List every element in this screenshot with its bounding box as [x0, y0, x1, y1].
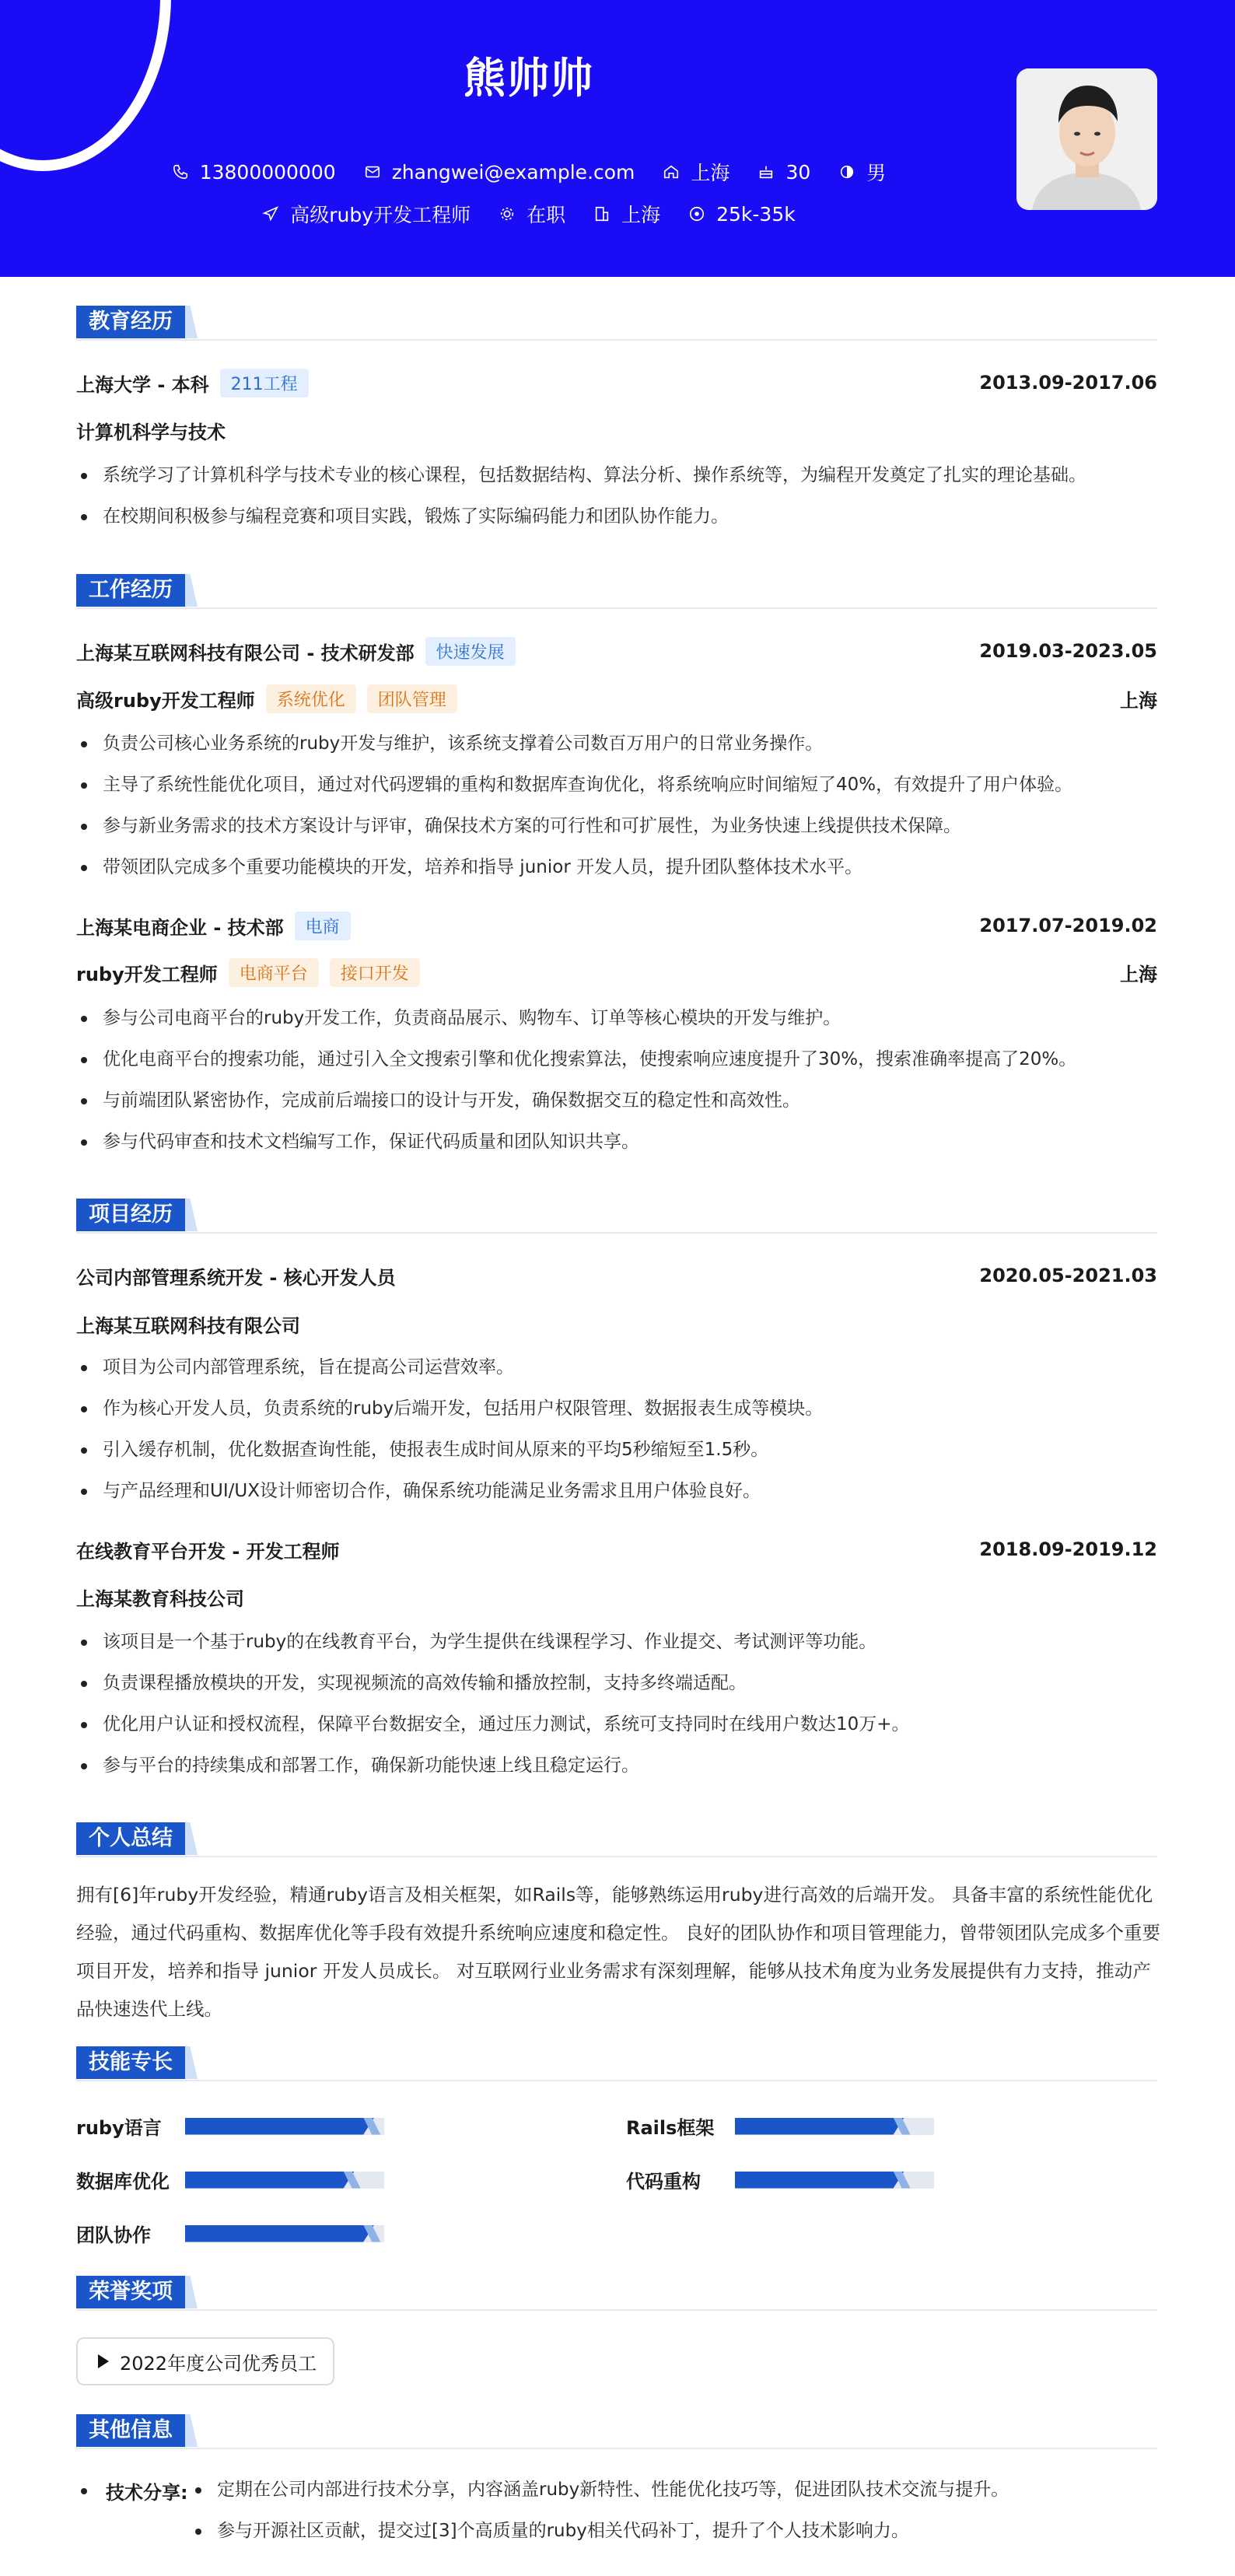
home-city-text: 上海: [691, 162, 730, 184]
list-item: 参与平台的持续集成和部署工作，确保新功能快速上线且稳定运行。: [76, 1745, 1157, 1787]
company-name: 上海某电商企业 - 技术部: [76, 916, 284, 939]
role-left: [76, 958, 420, 987]
job-row: [76, 635, 1157, 667]
school-name: 上海大学 - 本科: [76, 373, 209, 396]
awards-title: 荣誉奖项: [76, 2276, 185, 2308]
skill-fill: [735, 2172, 904, 2189]
list-item: 参与代码审查和技术文档编写工作，保证代码质量和团队知识共享。: [76, 1122, 1157, 1163]
list-item: 引入缓存机制，优化数据查询性能，使报表生成时间从原来的平均5秒缩短至1.5秒。: [76, 1430, 1157, 1471]
skill-name: ruby语言: [76, 2117, 162, 2139]
job-city: 上海: [1120, 689, 1157, 712]
gender-icon: [838, 163, 855, 180]
list-item: 项目为公司内部管理系统，旨在提高公司运营效率。: [76, 1347, 1157, 1388]
skill-bar: [735, 2172, 934, 2189]
education-title: 教育经历: [76, 306, 185, 338]
job-left: [76, 912, 351, 940]
summary-title: 个人总结: [76, 1822, 185, 1855]
work-city-text: 上海: [621, 204, 661, 226]
education-period: 2013.09-2017.06: [979, 372, 1157, 394]
role-tag: 电商平台: [229, 958, 319, 987]
project-name: 公司内部管理系统开发 - 核心开发人员: [76, 1266, 396, 1289]
candidate-name: 熊帅帅: [464, 54, 594, 103]
salary-text: 25k-35k: [716, 202, 796, 226]
list-item: 与产品经理和UI/UX设计师密切合作，确保系统功能满足业务需求且用户体验良好。: [76, 1471, 1157, 1512]
project-period: 2020.05-2021.03: [979, 1265, 1157, 1286]
role-tag: 系统优化: [266, 684, 356, 713]
list-item: 参与开源社区贡献，提交过[3]个高质量的ruby相关代码补丁，提升了个人技术影响力。: [191, 2511, 1163, 2552]
award-text: 2022年度公司优秀员工: [120, 2352, 317, 2375]
skill-name: Rails框架: [626, 2117, 715, 2139]
role-tag: 团队管理: [367, 684, 457, 713]
section-divider: [76, 2309, 1157, 2311]
phone-icon: [172, 163, 189, 180]
education-row: [76, 367, 1157, 398]
title-tail: [185, 1199, 198, 1231]
status-item: [499, 200, 565, 228]
role-row: [76, 683, 1157, 714]
role-name: 高级ruby开发工程师: [76, 689, 255, 712]
other-label: 技术分享:: [76, 2477, 188, 2504]
salary-item: [688, 203, 796, 226]
other-bullets: [191, 2469, 1163, 2552]
job-row: [76, 910, 1157, 941]
home-city-item: [663, 158, 729, 186]
job-left: [76, 637, 516, 666]
gear-icon: [499, 205, 516, 222]
title-tail: [185, 2046, 198, 2079]
skill-name: 数据库优化: [76, 2171, 170, 2193]
contact-row: [0, 158, 1058, 186]
project-row: [76, 1260, 1157, 1291]
summary-text: 拥有[6]年ruby开发经验，精通ruby语言及相关框架，如Rails等，能够熟练运用ruby进行高效的后端开发。 具备丰富的系统性能优化经验，通过代码重构、数据库优化等手段有效提升系统响应速度和稳定性。 良好的团队协作和项目管理能力，曾带领团队完成多个重要项目开发，培养和指导 junior 开发人员成长。 对互联网行业业务需求有深刻理解，能够从技术角度为业务发展提供有力支持，推动产品快速迭代上线。: [76, 1884, 1160, 2020]
education-section-title: [76, 306, 198, 338]
list-item: 优化电商平台的搜索功能，通过引入全文搜索引擎和优化搜索算法，使搜索响应速度提升了30%，搜索准确率提高了20%。: [76, 1039, 1157, 1080]
skill-fill: [185, 2225, 374, 2242]
section-divider: [76, 2448, 1157, 2449]
list-item: 定期在公司内部进行技术分享，内容涵盖ruby新特性、性能优化技巧等，促进团队技术交流与提升。: [191, 2469, 1163, 2511]
awards-section-title: [76, 2276, 198, 2308]
section-divider: [76, 607, 1157, 609]
skill-item: [626, 2112, 934, 2140]
list-item: 参与新业务需求的技术方案设计与评审，确保技术方案的可行性和可扩展性，为业务快速上线提供技术保障。: [76, 806, 1157, 847]
job-title-item: [262, 200, 471, 228]
skills-title: 技能专长: [76, 2046, 185, 2079]
resume-header: [0, 0, 1235, 277]
work-title: 工作经历: [76, 574, 185, 607]
skill-fill: [185, 2118, 374, 2135]
title-tail: [185, 306, 198, 338]
home-icon: [663, 163, 680, 180]
project-bullets: [76, 1622, 1157, 1787]
company-badge: 快速发展: [425, 637, 516, 666]
skill-item: [76, 2166, 384, 2193]
section-divider: [76, 339, 1157, 341]
phone-text: 13800000000: [199, 160, 336, 184]
email-text: zhangwei@example.com: [391, 160, 635, 184]
list-item: 在校期间积极参与编程竞赛和项目实践，锻炼了实际编码能力和团队协作能力。: [76, 496, 1157, 537]
role-tag: 接口开发: [330, 958, 420, 987]
project-period: 2018.09-2019.12: [979, 1538, 1157, 1560]
phone-item: [172, 161, 336, 184]
list-item: 优化用户认证和授权流程，保障平台数据安全，通过压力测试，系统可支持同时在线用户数达10万+。: [76, 1704, 1157, 1745]
job-city: 上海: [1120, 963, 1157, 985]
project-row: [76, 1534, 1157, 1565]
job-title-text: 高级ruby开发工程师: [290, 204, 471, 226]
list-item: 主导了系统性能优化项目，通过对代码逻辑的重构和数据库查询优化，将系统响应时间缩短了40%，有效提升了用户体验。: [76, 765, 1157, 806]
project-company: 上海某互联网科技有限公司: [76, 1315, 300, 1337]
education-badge: 211工程: [220, 369, 309, 397]
skill-bar: [185, 2225, 384, 2242]
role-row: [76, 957, 1157, 988]
age-text: 30: [785, 160, 811, 184]
list-item: 参与公司电商平台的ruby开发工作，负责商品展示、购物车、订单等核心模块的开发与维护。: [76, 998, 1157, 1039]
email-item: [364, 161, 635, 184]
project-bullets: [76, 1347, 1157, 1512]
avatar: [1016, 68, 1157, 210]
job-period: 2019.03-2023.05: [979, 640, 1157, 662]
job-bullets: [76, 723, 1157, 888]
mail-icon: [364, 163, 381, 180]
skill-bar: [185, 2118, 384, 2135]
project-name: 在线教育平台开发 - 开发工程师: [76, 1540, 340, 1563]
work-city-item: [593, 200, 660, 228]
section-divider: [76, 2080, 1157, 2081]
other-title: 其他信息: [76, 2414, 185, 2447]
skill-name: 代码重构: [626, 2171, 701, 2193]
summary-section-title: [76, 1822, 198, 1855]
skill-item: [76, 2112, 384, 2140]
role-name: ruby开发工程师: [76, 963, 218, 985]
title-tail: [185, 2276, 198, 2308]
skill-name: 团队协作: [76, 2224, 151, 2246]
education-bullets: [76, 455, 1157, 537]
skill-bar: [185, 2172, 384, 2189]
role-left: [76, 684, 457, 713]
education-left: [76, 369, 309, 397]
cake-icon: [757, 163, 775, 180]
skills-section-title: [76, 2046, 198, 2079]
skill-item: [626, 2166, 934, 2193]
section-divider: [76, 1856, 1157, 1857]
list-item: 带领团队完成多个重要功能模块的开发，培养和指导 junior 开发人员，提升团队整体技术水平。: [76, 847, 1157, 888]
gender-item: [838, 158, 886, 186]
money-icon: [688, 205, 705, 222]
project-company: 上海某教育科技公司: [76, 1588, 244, 1610]
award-item[interactable]: [76, 2337, 334, 2385]
projects-title: 项目经历: [76, 1199, 185, 1231]
list-item: 系统学习了计算机科学与技术专业的核心课程，包括数据结构、算法分析、操作系统等，为编程开发奠定了扎实的理论基础。: [76, 455, 1157, 496]
job-info-row: [0, 200, 1058, 228]
skill-fill: [185, 2172, 355, 2189]
gender-text: 男: [866, 162, 887, 184]
title-tail: [185, 574, 198, 607]
status-text: 在职: [527, 204, 566, 226]
work-section-title: [76, 574, 198, 607]
skill-item: [76, 2220, 384, 2247]
job-bullets: [76, 998, 1157, 1163]
list-item: 负责课程播放模块的开发，实现视频流的高效传输和播放控制，支持多终端适配。: [76, 1663, 1157, 1704]
send-icon: [262, 205, 279, 222]
company-name: 上海某互联网科技有限公司 - 技术研发部: [76, 642, 415, 664]
company-badge: 电商: [295, 912, 351, 940]
age-item: [757, 161, 810, 184]
skill-fill: [735, 2118, 904, 2135]
list-item: 负责公司核心业务系统的ruby开发与维护，该系统支撑着公司数百万用户的日常业务操作。: [76, 723, 1157, 765]
list-item: 该项目是一个基于ruby的在线教育平台，为学生提供在线课程学习、作业提交、考试测评等功能。: [76, 1622, 1157, 1663]
play-icon: [98, 2354, 109, 2368]
building-icon: [593, 205, 611, 222]
job-period: 2017.07-2019.02: [979, 915, 1157, 936]
list-item: 作为核心开发人员，负责系统的ruby后端开发，包括用户权限管理、数据报表生成等模块。: [76, 1388, 1157, 1430]
projects-section-title: [76, 1199, 198, 1231]
title-tail: [185, 1822, 198, 1855]
list-item: 与前端团队紧密协作，完成前后端接口的设计与开发，确保数据交互的稳定性和高效性。: [76, 1080, 1157, 1122]
section-divider: [76, 1232, 1157, 1234]
avatar-portrait: [1016, 68, 1157, 210]
title-tail: [185, 2414, 198, 2447]
major-name: 计算机科学与技术: [76, 422, 226, 443]
skill-bar: [735, 2118, 934, 2135]
other-section-title: [76, 2414, 198, 2447]
